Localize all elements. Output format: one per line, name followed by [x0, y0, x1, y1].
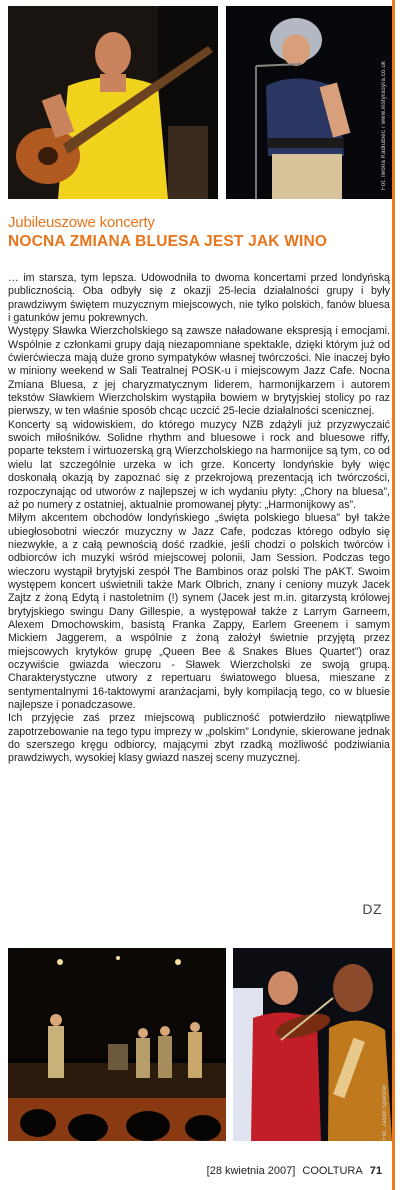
photo-singer: [226, 6, 392, 199]
page-number: 71: [369, 1165, 382, 1177]
article-paragraph: Występy Sławka Wierzcholskiego są zawsze naładowane ekspresją i emocjami. Wspólnie z członkami grupy dają niezapomniane spektakle, dzięki którym już od ćwierćwiecza mają duże grono sympatyków własnej twórczości. Nie inaczej było w miniony weekend w Sali Teatralnej POSK-u i miejscowym Jazz Cafe. Nocna Zmiana Bluesa, z jej charyzmatycznym liderem, harmonijkarzem i autorem tekstów Sławkiem Wierzcholskim wystąpiła bowiem w brytyjskiej stolicy po raz pierwszy, w ten właśnie sposób chcąc uczcić 25-lecie działalności scenicznej.: [8, 325, 390, 418]
article-paragraph: … im starsza, tym lepsza. Udowodniła to dwoma koncertami przed londyńską publicznością. Oba odbyły się z okazji 25-lecia działalności grupy i były prawdziwym świętem muzycznym miejscowych, nie tylko polskich, fanów bluesa i gatunków jemu pokrewnych.: [8, 272, 390, 325]
photo-guitarist: [8, 6, 218, 199]
page-footer: [207, 1165, 382, 1177]
page-edge-rule: [392, 0, 395, 1190]
photo-credit-top: Fot. Iwona Kadłubiec / www.instyrasyra.co.uk: [381, 60, 387, 190]
issue-date: [28 kwietnia 2007]: [206, 1165, 296, 1177]
article-kicker: Jubileuszowe koncerty: [8, 214, 155, 231]
photo-violinist: [233, 948, 392, 1141]
magazine-name: COOLTURA: [302, 1165, 363, 1177]
photo-stage: [8, 948, 226, 1141]
article-paragraph: Ich przyjęcie zaś przez miejscową publiczność potwierdziło niewątpliwe zapotrzebowanie na tego typu imprezy w „polskim” Londynie, skierowane jednak do szerszego kręgu odbiorcy, mającymi zbyt rzadką możliwość podziwiania prawdziwych, wysokiej klasy gwiazd naszej sceny muzycznej.: [8, 712, 390, 765]
author-signature: DZ: [362, 901, 382, 917]
article-headline: NOCNA ZMIANA BLUESA JEST JAK WINO: [8, 233, 328, 250]
article-paragraph: Koncerty są widowiskiem, do którego muzycy NZB zdążyli już przyzwyczaić swoich miłośników. Solidne rhythm and bluesowe i rock and bluesowe riffy, poparte tekstem i wirtuozerską grą Wierzcholskiego na harmonijce są tym, co od wielu lat szczególnie urzeka w ich grze. Koncerty londyńskie były więc doskonałą okazją by zapoznać się z przekrojową prezentacją ich twórczości, rozpoczynając od utworów z najlepszej w ich wydaniu płyty: „Chory na bluesa”, aż po numery z ostatniej, aktualnie promowanej płyty: „Harmonijkowy as”.: [8, 418, 390, 511]
article-paragraph: Miłym akcentem obchodów londyńskiego „święta polskiego bluesa” był także ubiegłosobotni wieczór muzyczny w Jazz Cafe, podczas którego odbyło się niezwykłe, a z całą pewnością dość rzadkie, jeśli chodzi o polskich twórców i odbiorców ich muzyki wśród miejscowej polonii, Jam Session. Podczas tego wieczoru wystąpił brytyjski zespół The Bambinos oraz polski The pAKT. Swoim występem koncert uświetnili także Mark Olbrich, znany i ceniony muzyk Jacek Zajtz z żoną Edytą i nastoletnim (!) synem (Jacek jest m.in. gitarzystą królowej brytyjskiego swingu Dany Gillespie, a występował także z Larrym Garneem, Alexem Dmochowskim, basistą Franka Zappy, Earlem Greenem i samym Mickiem Jaggerem, a wspólnie z żoną założył świetnie przyjętą przez miejscowych krytyków grupę „Queen Bee & Snakes Blues Quartet”) oraz oczywiście gwiazda wieczoru - Sławek Wierzcholski ze swoją grupą. Charakterystyczne utwory z repertuaru światowego bluesa, mieszane z sentymentalnymi 16-taktowymi aranżacjami, były kompilacją tego, co w bluesie najlepsze i ponadczasowe.: [8, 512, 390, 711]
article-body: [8, 272, 390, 766]
photo-credit-bottom: Fot. Jason Spencer: [382, 1084, 388, 1140]
